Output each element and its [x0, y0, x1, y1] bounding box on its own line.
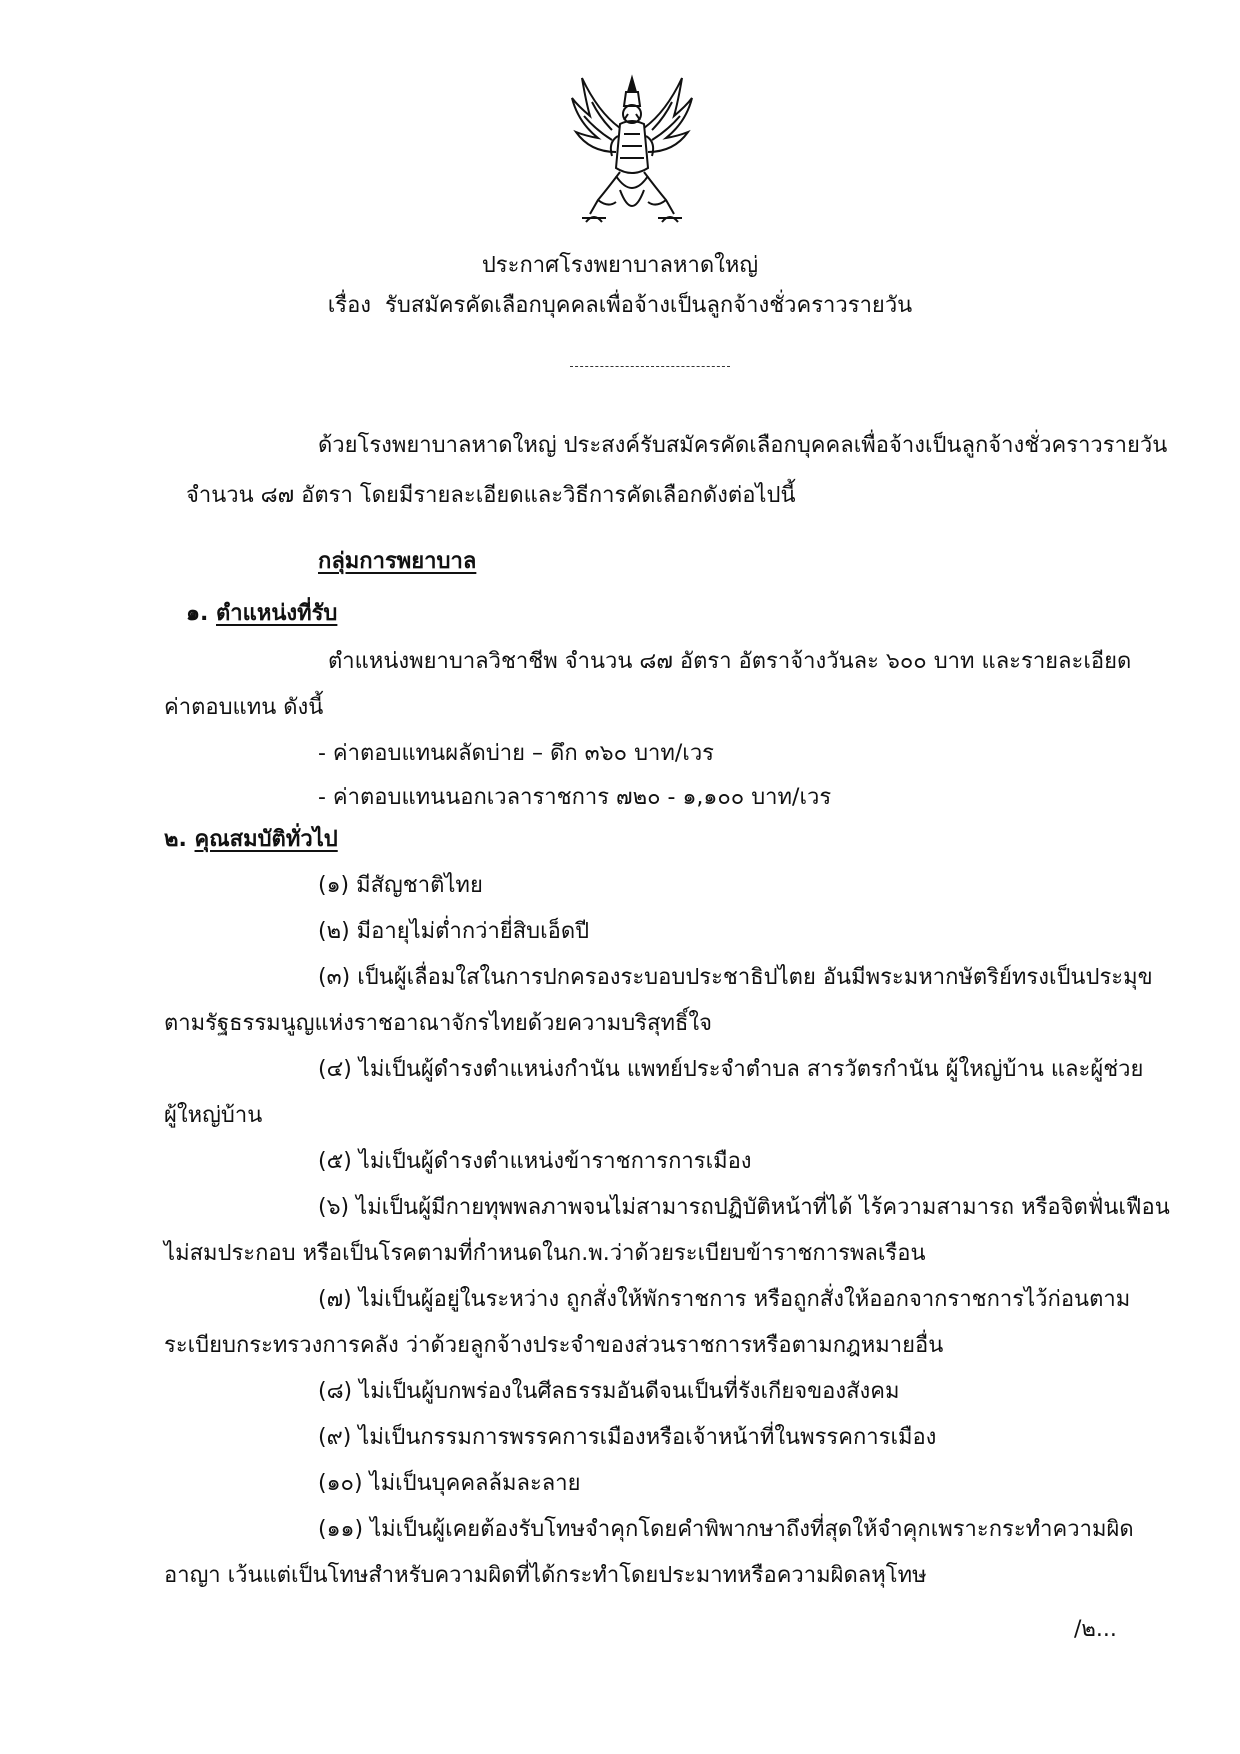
qualification-line: (๑๑) ไม่เป็นผู้เคยต้องรับโทษจำคุกโดยคำพิพากษาถึงที่สุดให้จำคุกเพราะกระทำความผิด	[318, 1517, 1134, 1542]
subject-label: เรื่อง	[327, 293, 372, 318]
qualification-line: (๑) มีสัญชาติไทย	[318, 873, 483, 898]
garuda-emblem-icon	[568, 72, 696, 230]
intro-line-2: จำนวน ๘๗ อัตรา โดยมีรายละเอียดและวิธีการคัดเลือกดังต่อไปนี้	[186, 483, 796, 508]
section1-line-2: ค่าตอบแทน ดังนี้	[164, 695, 324, 720]
section2-number: ๒.	[164, 827, 187, 852]
qualification-line: (๗) ไม่เป็นผู้อยู่ในระหว่าง ถูกสั่งให้พักราชการ หรือถูกสั่งให้ออกจากราชการไว้ก่อนตาม	[318, 1287, 1131, 1312]
announcement-subject-line	[0, 292, 1240, 320]
section1-heading	[186, 600, 337, 628]
qualification-line: ตามรัฐธรรมนูญแห่งราชอาณาจักรไทยด้วยความบริสุทธิ์ใจ	[164, 1011, 713, 1036]
section1-line-1: ตำแหน่งพยาบาลวิชาชีพ จำนวน ๘๗ อัตรา อัตราจ้างวันละ ๖๐๐ บาท และรายละเอียด	[328, 649, 1132, 674]
qualification-line: ระเบียบกระทรวงการคลัง ว่าด้วยลูกจ้างประจำของส่วนราชการหรือตามกฎหมายอื่น	[164, 1333, 944, 1358]
subject-text: รับสมัครคัดเลือกบุคคลเพื่อจ้างเป็นลูกจ้างชั่วคราวรายวัน	[385, 293, 913, 318]
section1-bullet-2: - ค่าตอบแทนนอกเวลาราชการ ๗๒๐ - ๑,๑๐๐ บาท/เวร	[318, 785, 832, 810]
qualification-line: (๙) ไม่เป็นกรรมการพรรคการเมืองหรือเจ้าหน้าที่ในพรรคการเมือง	[318, 1425, 937, 1450]
qualification-line: (๓) เป็นผู้เลื่อมใสในการปกครองระบอบประชาธิปไตย อันมีพระมหากษัตริย์ทรงเป็นประมุข	[318, 965, 1153, 990]
intro-line-1: ด้วยโรงพยาบาลหาดใหญ่ ประสงค์รับสมัครคัดเลือกบุคคลเพื่อจ้างเป็นลูกจ้างชั่วคราวรายวัน	[318, 433, 1168, 458]
qualification-line: ผู้ใหญ่บ้าน	[164, 1103, 263, 1128]
qualification-line: (๘) ไม่เป็นผู้บกพร่องในศีลธรรมอันดีจนเป็นที่รังเกียจของสังคม	[318, 1379, 900, 1404]
section1-bullet-1: - ค่าตอบแทนผลัดบ่าย – ดึก ๓๖๐ บาท/เวร	[318, 741, 714, 766]
page-continuation: /๒...	[1074, 1617, 1117, 1642]
announcement-title: ประกาศโรงพยาบาลหาดใหญ่	[481, 253, 759, 278]
section2-heading	[164, 826, 338, 854]
qualification-line: (๒) มีอายุไม่ต่ำกว่ายี่สิบเอ็ดปี	[318, 919, 590, 944]
group-heading: กลุ่มการพยาบาล	[318, 549, 477, 574]
section1-number: ๑.	[186, 601, 209, 626]
section1-title: ตำแหน่งที่รับ	[216, 601, 338, 626]
qualification-line: ไม่สมประกอบ หรือเป็นโรคตามที่กำหนดในก.พ.ว่าด้วยระเบียบข้าราชการพลเรือน	[164, 1241, 926, 1266]
qualification-line: (๕) ไม่เป็นผู้ดำรงตำแหน่งข้าราชการการเมือง	[318, 1149, 752, 1174]
qualification-line: (๔) ไม่เป็นผู้ดำรงตำแหน่งกำนัน แพทย์ประจำตำบล สารวัตรกำนัน ผู้ใหญ่บ้าน และผู้ช่วย	[318, 1057, 1144, 1082]
title-divider	[570, 366, 730, 367]
qualification-line: อาญา เว้นแต่เป็นโทษสำหรับความผิดที่ได้กระทำโดยประมาทหรือความผิดลหุโทษ	[164, 1563, 927, 1588]
qualification-line: (๖) ไม่เป็นผู้มีกายทุพพลภาพจนไม่สามารถปฏิบัติหน้าที่ได้ ไร้ความสามารถ หรือจิตฟั่นเฟือน	[318, 1195, 1170, 1220]
section2-title: คุณสมบัติทั่วไป	[194, 827, 338, 852]
qualification-line: (๑๐) ไม่เป็นบุคคลล้มละลาย	[318, 1471, 581, 1496]
